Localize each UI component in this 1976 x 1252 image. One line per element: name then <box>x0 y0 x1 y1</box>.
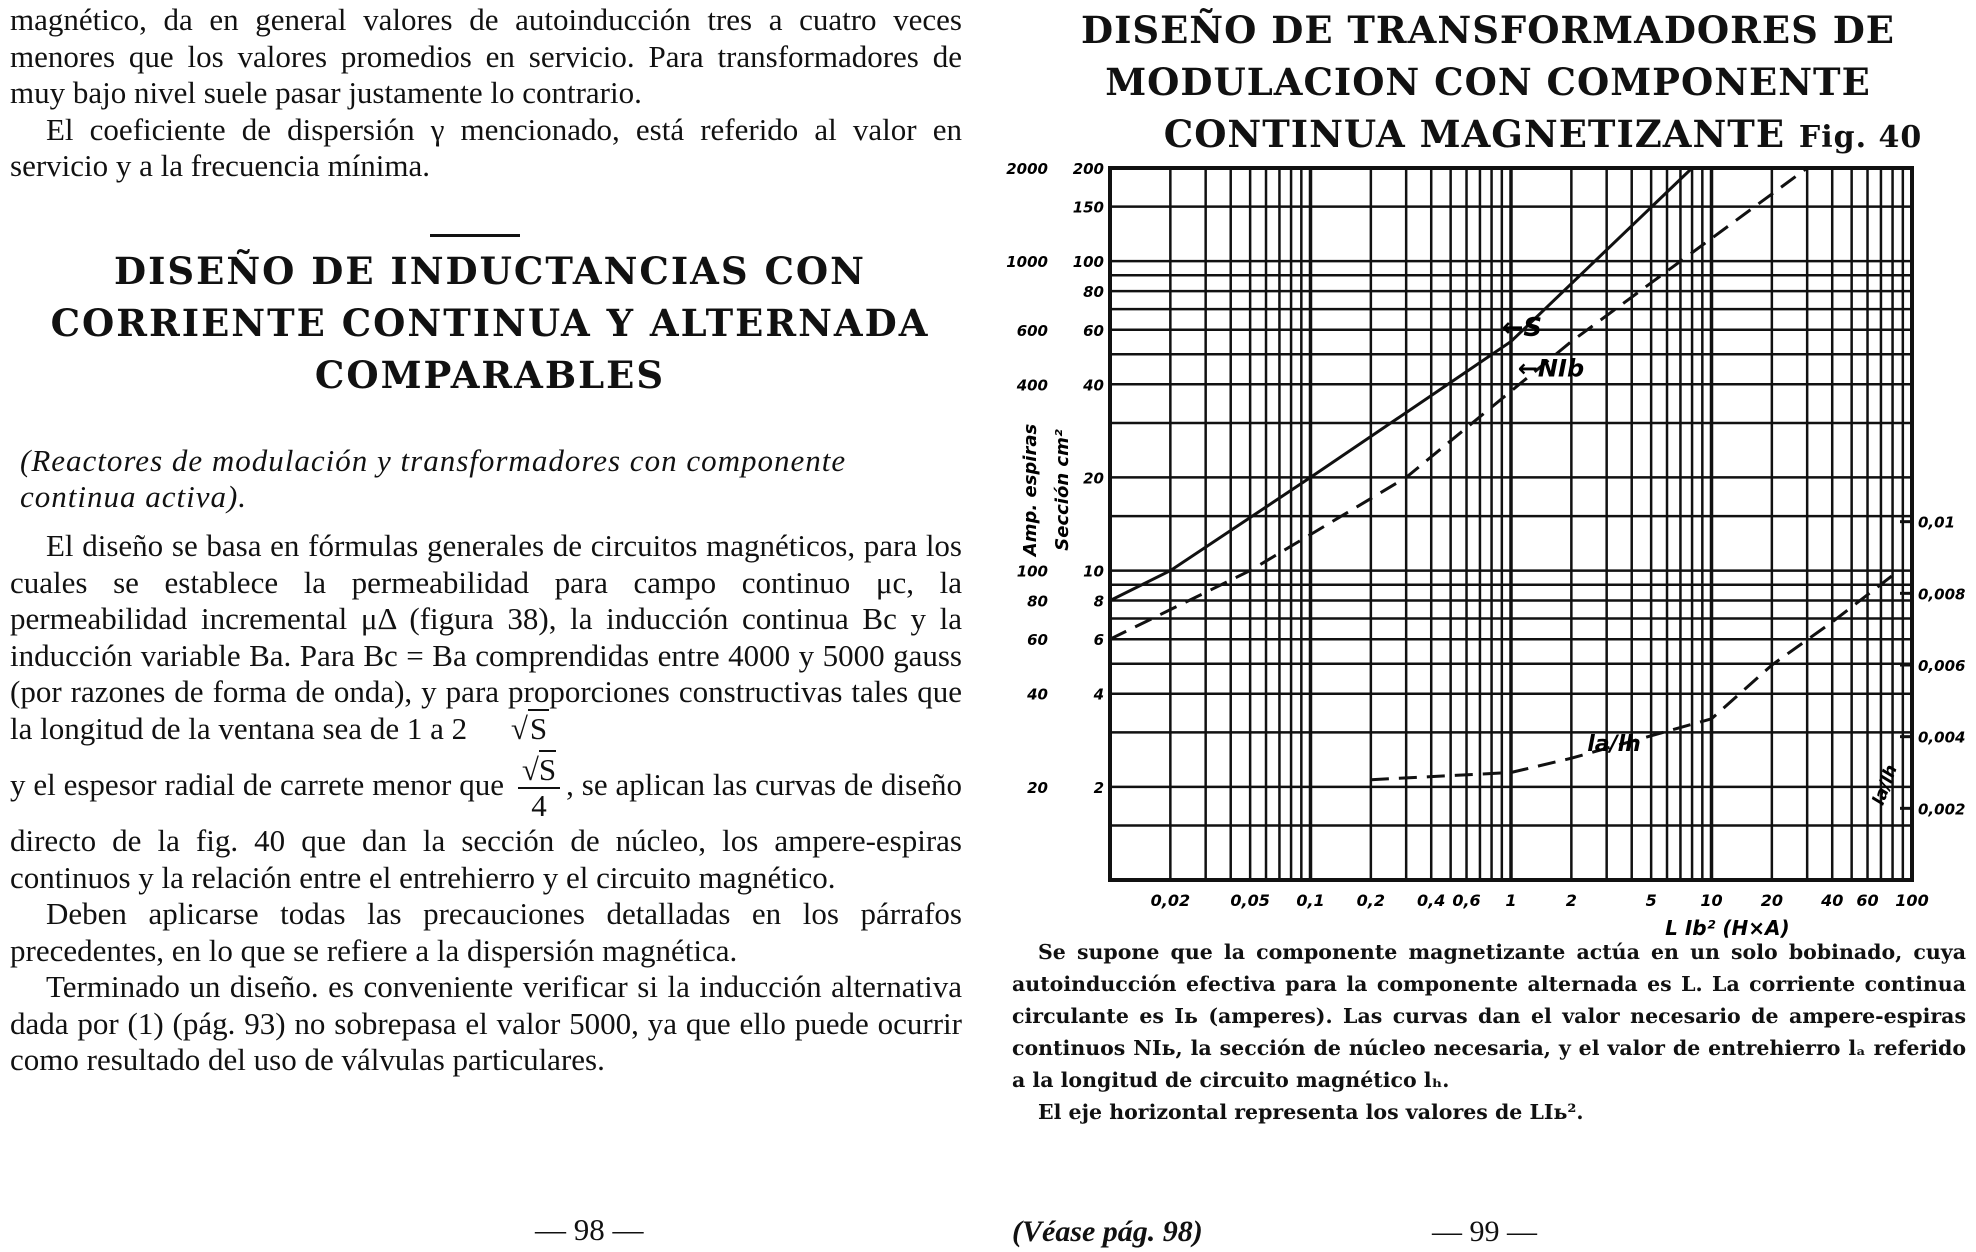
y-inner-tick-label: 4 <box>1093 685 1104 704</box>
y-right-tick-label: 0,002 <box>1918 800 1966 819</box>
figure-label: Fig. 40 <box>1798 120 1923 155</box>
x-axis-label: L Ib² (H×A) <box>1665 916 1790 940</box>
y-inner-tick-label: 2 <box>1093 778 1104 797</box>
fraction-sqrt-s-over-4 <box>518 753 560 823</box>
heading-line-2: CORRIENTE CONTINUA Y ALTERNADA <box>50 301 930 345</box>
y-inner-tick-label: 150 <box>1072 198 1104 217</box>
y-inner-tick-label: 10 <box>1083 562 1104 581</box>
section-subtitle: (Reactores de modulación y transformadores con componente continua activa). <box>20 443 847 514</box>
x-tick-label: 0,2 <box>1356 891 1386 910</box>
sqrt-radicand: S <box>529 710 548 746</box>
x-tick-label: 0,4 <box>1417 891 1446 910</box>
fraction-numerator: S <box>538 752 557 787</box>
page-number-left: — 98 — <box>535 1212 644 1247</box>
y-axis-label-amp-espiras: Amp. espiras <box>1020 423 1041 557</box>
x-tick-label: 5 <box>1645 891 1657 910</box>
y-outer-tick-label: 40 <box>1027 685 1048 704</box>
heading-line-3: COMPARABLES <box>314 353 666 397</box>
x-tick-label: 40 <box>1821 891 1844 910</box>
paragraph-design-part-c: , se aplican las curvas de diseño directo de la fig. 40 que dan la sección de núcleo, los ampere-espiras continuos y la relación entre el entrehierro y el circuito magnético. <box>10 767 962 895</box>
sqrt-s-expression <box>475 711 549 748</box>
figure-heading <box>1000 4 1976 164</box>
x-tick-label: 0,6 <box>1452 891 1481 910</box>
y-outer-tick-label: 20 <box>1027 778 1048 797</box>
annotation-nib: ←NIb <box>1517 354 1585 383</box>
paragraph-intro: magnético, da en general valores de autoinducción tres a cuatro veces menores que los valores promedios en servicio. Para transformadores de muy bajo nivel suele pasar justamente lo contrario. <box>10 2 962 110</box>
sqrt-symbol: √ <box>521 752 539 787</box>
chart-labels <box>1006 160 1965 940</box>
y-outer-tick-label: 100 <box>1016 562 1048 581</box>
x-tick-label: 60 <box>1856 891 1879 910</box>
paragraph-design <box>10 528 962 747</box>
y-right-axis-label: la/lh <box>1868 762 1902 809</box>
see-page-reference: (Véase pág. 98) <box>1012 1215 1203 1248</box>
x-tick-label: 0,1 <box>1296 891 1325 910</box>
y-axis-label-seccion: Sección cm² <box>1052 429 1073 551</box>
y-outer-tick-label: 80 <box>1027 592 1048 611</box>
annotation-la-lh: la/lh <box>1587 732 1641 757</box>
paragraph-dispersion-coefficient: El coeficiente de dispersión γ mencionado, está referido al valor en servicio y a la frecuencia mínima. <box>10 111 962 183</box>
y-inner-tick-label: 80 <box>1083 283 1104 302</box>
y-inner-tick-label: 200 <box>1072 160 1104 178</box>
paragraph-design-part-a: El diseño se basa en fórmulas generales de circuitos magnéticos, para los cuales se establece la permeabilidad para campo continuo μc, la permeabilidad incremental μΔ (figura 38), la inducción continua Bc y la inducción variable Ba. Para Bc = Ba comprendidas entre 4000 y 5000 gauss (por razones de forma de onda), y para proporciones constructivas tales que la longitud de la ventana sea de 1 a 2 <box>10 528 962 746</box>
y-right-tick-label: 0,006 <box>1918 657 1966 675</box>
y-outer-tick-label: 400 <box>1016 376 1048 395</box>
y-inner-tick-label: 20 <box>1083 469 1104 488</box>
figure-heading-line-3: CONTINUA MAGNETIZANTE <box>1163 112 1786 156</box>
section-heading <box>20 245 960 401</box>
y-inner-tick-label: 40 <box>1083 376 1104 395</box>
y-right-tick-label: 0,01 <box>1918 513 1956 532</box>
figure-heading-line-1: DISEÑO DE TRANSFORMADORES DE <box>1080 8 1895 52</box>
y-inner-tick-label: 8 <box>1093 592 1104 611</box>
y-inner-tick-label: 100 <box>1072 253 1104 272</box>
figure-40-chart <box>1000 150 1976 940</box>
heading-line-1: DISEÑO DE INDUCTANCIAS CON <box>114 249 866 293</box>
y-inner-tick-label: 6 <box>1093 631 1104 650</box>
y-right-tick-label: 0,004 <box>1918 728 1966 747</box>
caption-paragraph-2: El eje horizontal representa los valores de LIь². <box>1038 1100 1584 1124</box>
y-outer-tick-label: 600 <box>1016 321 1048 340</box>
paragraph-final: Terminado un diseño. es conveniente verificar si la inducción alternativa dada por (1) (pág. 93) no sobrepasa el valor 5000, ya que ello puede ocurrir como resultado del uso de válvulas particulares. <box>10 969 962 1077</box>
y-right-tick-label: 0,008 <box>1918 585 1966 604</box>
y-outer-tick-label: 1000 <box>1006 253 1048 272</box>
sqrt-symbol: √ <box>510 710 528 746</box>
x-tick-label: 100 <box>1895 891 1929 910</box>
fraction-denominator: 4 <box>531 788 547 823</box>
x-tick-label: 0,05 <box>1230 891 1270 910</box>
y-outer-tick-label: 2000 <box>1006 160 1048 178</box>
figure-heading-line-2: MODULACION CON COMPONENTE <box>1105 60 1871 104</box>
caption-paragraph-1: Se supone que la componente magnetizante actúa en un solo bobinado, cuya autoinducción efectiva para la componente alternada es L. La corriente continua circulante es Iь (amperes). Las curvas dan el valor necesario de ampere-espiras continuos NIь, la sección de núcleo necesaria, y el valor de entrehierro lₐ referido a la longitud de circuito magnético lₕ. <box>1012 940 1966 1092</box>
page-number-right: — 99 — <box>1432 1215 1537 1248</box>
x-tick-label: 20 <box>1760 891 1783 910</box>
paragraph-precautions: Deben aplicarse todas las precauciones detalladas en los párrafos precedentes, en lo que se refiere a la dispersión magnética. <box>10 896 962 968</box>
x-tick-label: 1 <box>1505 891 1517 910</box>
x-tick-label: 0,02 <box>1150 891 1191 910</box>
y-inner-tick-label: 60 <box>1083 321 1104 340</box>
section-separator <box>430 234 520 237</box>
x-tick-label: 10 <box>1700 891 1723 910</box>
y-outer-tick-label: 60 <box>1027 631 1048 650</box>
annotation-s: ←S <box>1501 312 1543 343</box>
x-tick-label: 2 <box>1565 891 1577 910</box>
paragraph-design-part-b: y el espesor radial de carrete menor que <box>10 767 505 803</box>
